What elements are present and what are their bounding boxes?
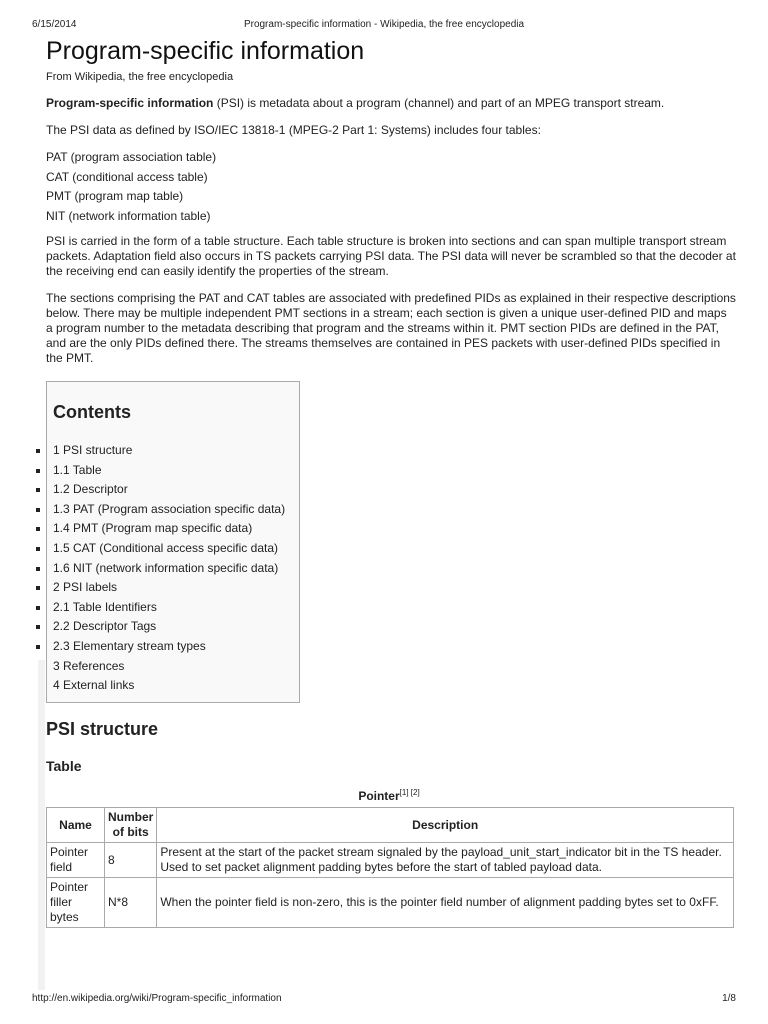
toc-item[interactable]: 2.2 Descriptor Tags bbox=[35, 617, 285, 637]
psi-table-item: NIT (network information table) bbox=[46, 208, 211, 223]
structure-paragraph: PSI is carried in the form of a table structure. Each table structure is broken into sections and can span multiple transport stream packets. Adaptation field also occurs in TS packets carrying PSI data. The PSI data will never be scrambled so that the decoder at the receiving end can easily identify the properties of the stream. bbox=[46, 234, 736, 278]
cell-description: When the pointer field is non-zero, this is the pointer field number of alignment padding bytes set to 0xFF. bbox=[157, 878, 734, 928]
left-margin-rule bbox=[38, 660, 45, 990]
toc-item[interactable]: 1.1 Table bbox=[35, 461, 285, 481]
tables-intro-paragraph: The PSI data as defined by ISO/IEC 13818-1 (MPEG-2 Part 1: Systems) includes four tables: bbox=[46, 123, 541, 137]
cell-bits: N*8 bbox=[105, 878, 157, 928]
table-of-contents bbox=[46, 381, 300, 703]
article-content bbox=[46, 36, 736, 924]
toc-item[interactable]: 2.3 Elementary stream types bbox=[35, 637, 285, 657]
psi-table-item: CAT (conditional access table) bbox=[46, 169, 208, 184]
print-footer bbox=[0, 993, 768, 1007]
pointer-table bbox=[46, 807, 734, 928]
toc-item[interactable]: 3 References bbox=[53, 658, 125, 673]
table-caption bbox=[46, 788, 732, 803]
print-page-title: Program-specific information - Wikipedia, the free encyclopedia bbox=[243, 19, 525, 30]
psi-tables-list bbox=[46, 148, 736, 226]
column-header-name: Name bbox=[47, 808, 105, 843]
page-url: http://en.wikipedia.org/wiki/Program-specific_information bbox=[32, 993, 282, 1004]
cell-name: Pointer filler bytes bbox=[47, 878, 105, 928]
toc-title: Contents bbox=[53, 402, 131, 422]
table-header-row bbox=[47, 808, 734, 843]
page-number: 1/8 bbox=[722, 993, 736, 1004]
cell-bits: 8 bbox=[105, 843, 157, 878]
toc-item[interactable]: 2 PSI labels bbox=[35, 578, 285, 598]
psi-table-item: PAT (program association table) bbox=[46, 150, 217, 164]
toc-item[interactable]: 1.2 Descriptor bbox=[35, 480, 285, 500]
toc-item[interactable]: 1.3 PAT (Program association specific data) bbox=[35, 500, 285, 520]
subsection-heading: Table bbox=[46, 758, 82, 774]
reference-links[interactable]: [1] [2] bbox=[399, 788, 420, 797]
intro-text: (PSI) is metadata about a program (channel) and part of an MPEG transport stream. bbox=[213, 96, 665, 110]
psi-table-item: PMT (program map table) bbox=[46, 189, 184, 203]
print-header bbox=[0, 19, 768, 33]
section-heading: PSI structure bbox=[46, 719, 159, 739]
sections-paragraph: The sections comprising the PAT and CAT tables are associated with predefined PIDs as explained in their respective descriptions below. There may be multiple independent PMT sections in a stream; each section is given a unique user-defined PID and maps a program number to the metadata describing that program and the streams within it. PMT section PIDs are defined in the PAT, and are the only PIDs defined there. The streams themselves are contained in PES packets with user-defined PIDs specified in the PMT. bbox=[46, 291, 736, 365]
intro-bold-term: Program-specific information bbox=[46, 96, 214, 110]
table-row bbox=[47, 843, 734, 878]
page-title: Program-specific information bbox=[46, 37, 365, 65]
cell-name: Pointer field bbox=[47, 843, 105, 878]
cell-description: Present at the start of the packet stream signaled by the payload_unit_start_indicator bit in the TS header. Used to set packet alignment padding bytes before the start of tabled payload data. bbox=[157, 843, 734, 878]
table-caption-text: Pointer bbox=[358, 789, 400, 803]
toc-list bbox=[35, 441, 285, 696]
table-row bbox=[47, 878, 734, 928]
toc-item[interactable]: 1.5 CAT (Conditional access specific data) bbox=[35, 539, 285, 559]
print-date: 6/15/2014 bbox=[32, 19, 77, 30]
toc-item[interactable]: 1.4 PMT (Program map specific data) bbox=[35, 519, 285, 539]
intro-paragraph bbox=[46, 96, 736, 111]
column-header-bits: Number of bits bbox=[105, 808, 157, 843]
toc-item[interactable]: 2.1 Table Identifiers bbox=[35, 598, 285, 618]
site-tagline: From Wikipedia, the free encyclopedia bbox=[46, 71, 234, 83]
column-header-description: Description bbox=[157, 808, 734, 843]
toc-item[interactable]: 4 External links bbox=[53, 678, 135, 693]
toc-item[interactable]: 1.6 NIT (network information specific data) bbox=[35, 559, 285, 579]
toc-item[interactable]: 1 PSI structure bbox=[35, 441, 285, 461]
